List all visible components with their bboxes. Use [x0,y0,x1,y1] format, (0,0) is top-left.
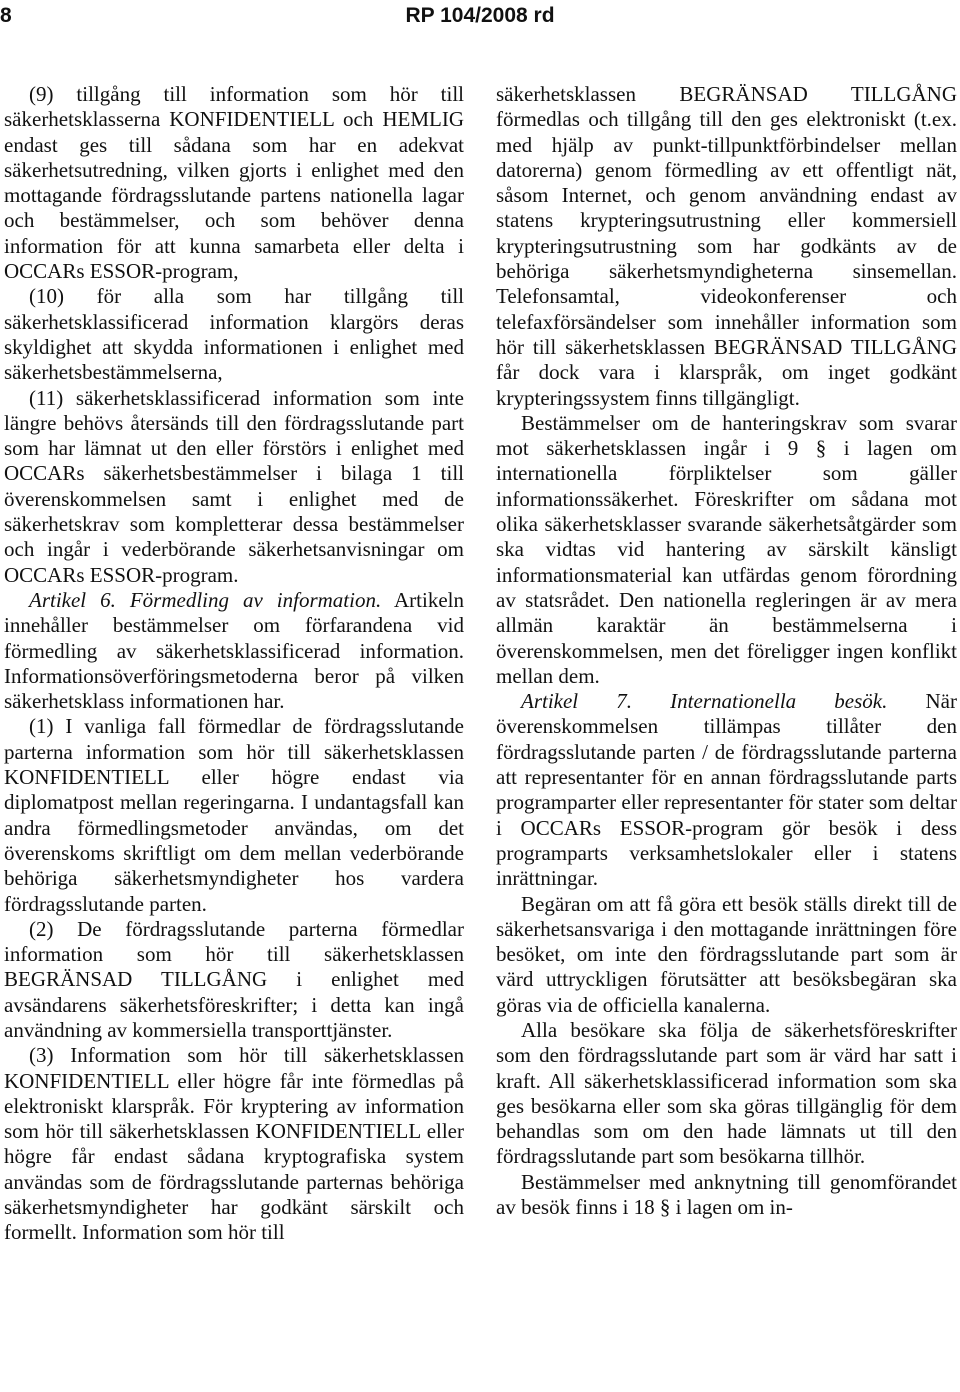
paragraph: Bestämmelser om de hanteringskrav som svarar mot säkerhetsklassen ingår i 9 § i lagen om internationella förpliktelser som gäller informationssäkerhet. Föreskrifter om sådana mot olika säkerhetsklasser svarande säkerhetsåtgärder som ska vidtas vid hantering av särskilt känsligt informationsmaterial kan utfärdas genom förordning av statsrådet. Den nationella regleringen är av mera allmän karaktär än bestämmelserna i överenskommelsen, men det föreligger ingen konflikt mellan dem. [496,410,957,688]
page-number: 8 [0,4,12,27]
paragraph: (2) De fördragsslutande parterna förmedlar information som hör till säkerhetsklassen BEGRÄNSAD TILLGÅNG i enlighet med avsändarens säkerhetsföreskrifter; i detta kan ingå användning av kommersiella transporttjänster. [4,916,464,1042]
paragraph: säkerhetsklassen BEGRÄNSAD TILLGÅNG förmedlas och tillgång till den ges elektroniskt (t.ex. med hjälp av punkt-tillpunktförbindelser mellan datorerna) genom förmedling av ett offentligt nät, såsom Internet, och genom användning endast av statens krypteringsutrustning eller kommersiell krypteringsutrustning som har godkänts av de behöriga säkerhetsmyndigheterna sinsemellan. Telefonsamtal, videokonferenser och telefaxförsändelser som innehåller information som hör till säkerhetsklassen BEGRÄNSAD TILLGÅNG får dock vara i klarspråk, om inget godkänt krypteringssystem finns tillgängligt. [496,82,957,410]
paragraph: (11) säkerhetsklassificerad information som inte längre behövs återsänds till den fördragsslutande part som har lämnat ut den eller förstörs i enlighet med OCCARs säkerhetsbestämmelser i bilaga 1 till överenskommelsen samt i enlighet med de säkerhetskrav som kompletterar dessa bestämmelser och ingår i vederbörande säkerhetsanvisningar om OCCARs ESSOR-program. [4,385,464,587]
paragraph: Bestämmelser med anknytning till genomförandet av besök finns i 18 § i lagen om in- [496,1169,957,1220]
paragraph: Alla besökare ska följa de säkerhetsföreskrifter som den fördragsslutande part som är värd har satt i kraft. All säkerhetsklassificerad information som ska ges besökarna eller som ska göras tillgänglig för dem behandlas som om den hade lämnats ut till den fördragsslutande part som besökarna tillhör. [496,1017,957,1169]
article-heading: Artikel 6. Förmedling av information. [29,587,382,612]
article-text: När överenskommelsen tillämpas tillåter den fördragsslutande parten / de fördragsslutande parterna att representanter för en annan fördragsslutande parts programparter eller representanter för stater som deltar i OCCARs ESSOR-program gör besök i dess programparts verksamhetslokaler eller i statens inrättningar. [496,689,957,891]
article-text: Artikeln innehåller bestämmelser om förfarandena vid förmedling av säkerhetsklassificerad information. Informationsöverföringsmetoderna beror på vilken säkerhetsklass informationen har. [4,587,465,714]
paragraph: (9) tillgång till information som hör till säkerhetsklasserna KONFIDENTIELL och HEMLIG endast ges till sådana som har en adekvat säkerhetsutredning, vilken gjorts i enlighet med den mottagande fördragsslutande partens nationella lagar och bestämmelser, och som behöver denna information för att kunna samarbeta eller delta i OCCARs ESSOR-program, [4,82,464,284]
page-header [0,4,960,36]
paragraph: (1) I vanliga fall förmedlar de fördragsslutande parterna information som hör till säkerhetsklassen KONFIDENTIELL eller högre endast via diplomatpost mellan regeringarna. I undantagsfall kan andra förmedlingsmetoder användas, om det överenskoms skriftligt om dem mellan vederbörande behöriga säkerhetsmyndigheter hos vardera fördragsslutande parten. [4,714,464,916]
right-column [496,82,957,1220]
paragraph [496,689,957,891]
paragraph: (3) Information som hör till säkerhetsklassen KONFIDENTIELL eller högre får inte förmedlas på elektroniskt klarspråk. För kryptering av information som hör till säkerhetsklassen KONFIDENTIELL eller högre får endast sådana kryptografiska system användas som de fördragsslutande parternas behöriga säkerhetsmyndigheter har godkänt särskilt och formellt. Information som hör till [4,1043,464,1245]
paragraph: (10) för alla som har tillgång till säkerhetsklassificerad information klargörs deras skyldighet att skydda informationen i enlighet med säkerhetsbestämmelserna, [4,284,464,385]
paragraph: Begäran om att få göra ett besök ställs direkt till de säkerhetsansvariga i den mottagande inrättningen före besöket, om inte den fördragsslutande part som är värd uttryckligen förutsätter att besöksbegäran ska göras via de officiella kanalerna. [496,891,957,1017]
document-title: RP 104/2008 rd [405,4,555,27]
paragraph [4,588,464,714]
left-column [4,82,464,1246]
article-heading: Artikel 7. Internationella besök. [521,689,888,714]
